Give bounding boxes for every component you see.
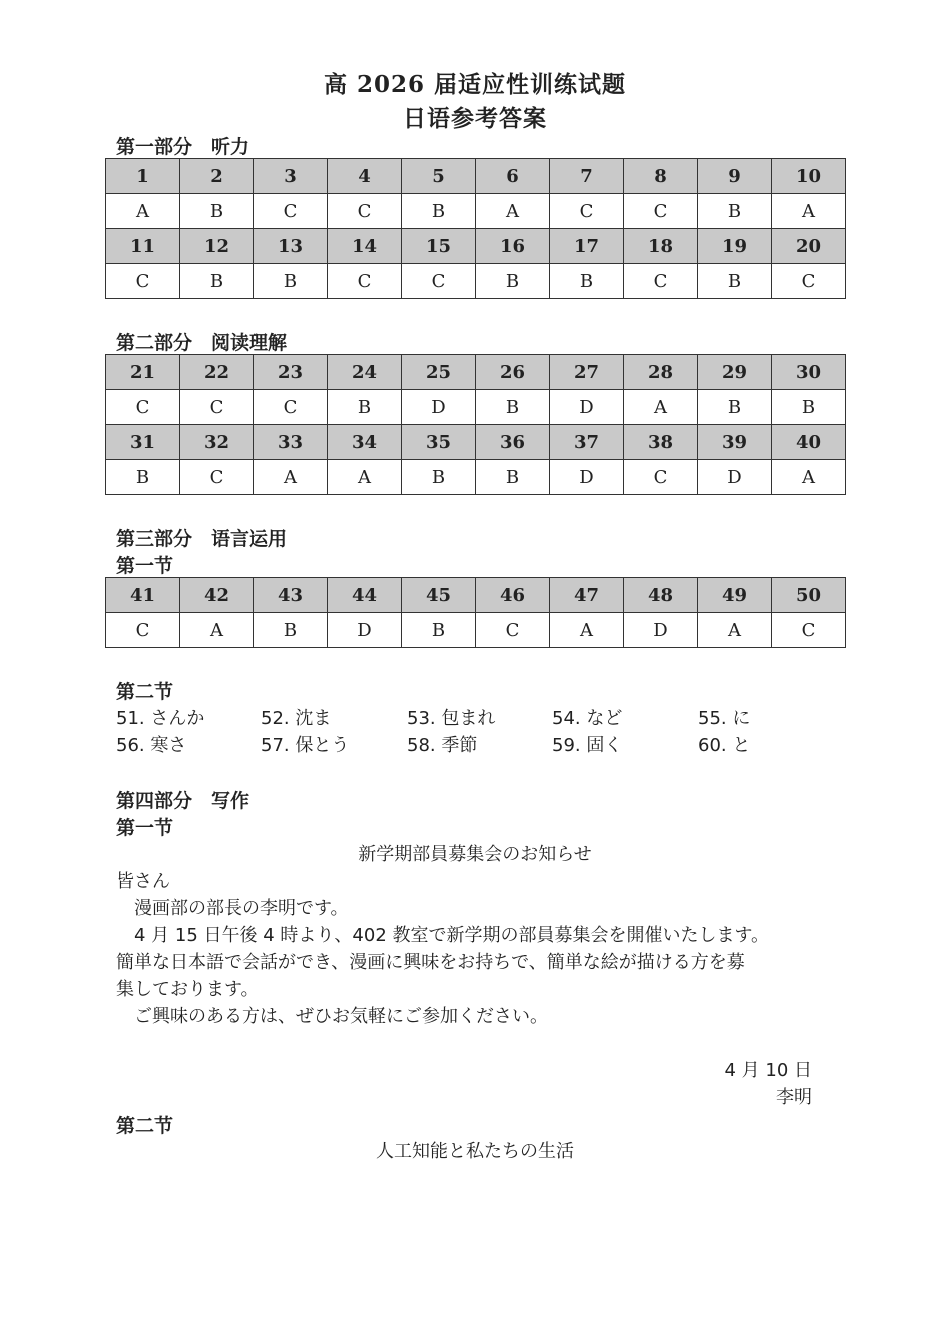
table-row (106, 613, 846, 648)
question-number: 46 (476, 578, 550, 613)
question-number: 39 (698, 425, 772, 460)
question-number: 29 (698, 355, 772, 390)
answer-cell: C (106, 264, 180, 299)
letter-date: 4 月 10 日 (724, 1060, 812, 1081)
answer-cell: C (328, 264, 402, 299)
answer-cell: C (772, 264, 846, 299)
answer-cell: C (624, 460, 698, 495)
question-number: 28 (624, 355, 698, 390)
question-number: 17 (550, 229, 624, 264)
fill-in-answer: 56. 寒さ (116, 735, 187, 756)
question-number: 9 (698, 159, 772, 194)
answer-cell: A (772, 460, 846, 495)
question-number: 5 (402, 159, 476, 194)
question-number: 27 (550, 355, 624, 390)
letter-body-line: 集しております。 (116, 979, 259, 1000)
answer-key-title: 日语参考答案 (403, 105, 547, 132)
question-number: 18 (624, 229, 698, 264)
part1-answer-table (105, 158, 846, 299)
question-number: 43 (254, 578, 328, 613)
answer-cell: B (476, 264, 550, 299)
question-number: 7 (550, 159, 624, 194)
fill-in-answer: 57. 保とう (261, 735, 350, 756)
answer-cell: C (254, 390, 328, 425)
question-number: 25 (402, 355, 476, 390)
answer-cell: B (180, 194, 254, 229)
question-number: 44 (328, 578, 402, 613)
question-number: 42 (180, 578, 254, 613)
answer-cell: C (624, 194, 698, 229)
table-row (106, 390, 846, 425)
answer-cell: A (106, 194, 180, 229)
fill-in-answer: 58. 季節 (407, 735, 478, 756)
answer-cell: B (476, 390, 550, 425)
answer-cell: C (106, 613, 180, 648)
answer-cell: C (772, 613, 846, 648)
question-number: 32 (180, 425, 254, 460)
answer-cell: B (698, 194, 772, 229)
question-number: 8 (624, 159, 698, 194)
part3-heading: 第三部分 语言运用 (116, 528, 288, 550)
answer-cell: B (402, 194, 476, 229)
question-number: 34 (328, 425, 402, 460)
answer-cell: B (328, 390, 402, 425)
letter-signature: 李明 (776, 1087, 812, 1108)
fill-in-answer: 55. に (698, 708, 751, 729)
answer-cell: A (624, 390, 698, 425)
letter-greeting: 皆さん (116, 871, 170, 892)
answer-cell: B (254, 613, 328, 648)
table-row (106, 229, 846, 264)
letter-body-line: 4 月 15 日午後 4 時より、402 教室で新学期の部員募集会を開催いたします。 (116, 925, 770, 946)
question-number: 4 (328, 159, 402, 194)
question-number: 19 (698, 229, 772, 264)
letter-body-line: 漫画部の部長の李明です。 (116, 898, 349, 919)
answer-cell: B (106, 460, 180, 495)
question-number: 23 (254, 355, 328, 390)
answer-cell: B (476, 460, 550, 495)
question-number: 6 (476, 159, 550, 194)
letter-body-line: ご興味のある方は、ぜひお気軽にご参加ください。 (116, 1006, 548, 1027)
question-number: 12 (180, 229, 254, 264)
answer-cell: B (402, 613, 476, 648)
question-number: 36 (476, 425, 550, 460)
answer-cell: B (698, 264, 772, 299)
question-number: 1 (106, 159, 180, 194)
answer-cell: C (624, 264, 698, 299)
answer-cell: C (476, 613, 550, 648)
part2-answer-table (105, 354, 846, 495)
question-number: 50 (772, 578, 846, 613)
answer-cell: B (698, 390, 772, 425)
answer-cell: B (550, 264, 624, 299)
table-row (106, 460, 846, 495)
fill-in-answer: 53. 包まれ (407, 708, 496, 729)
answer-cell: D (550, 390, 624, 425)
answer-cell: B (180, 264, 254, 299)
question-number: 13 (254, 229, 328, 264)
answer-cell: C (180, 460, 254, 495)
table-row (106, 159, 846, 194)
fill-in-answer: 54. など (552, 708, 623, 729)
table-row (106, 194, 846, 229)
fill-in-answer: 60. と (698, 735, 751, 756)
answer-cell: C (106, 390, 180, 425)
question-number: 48 (624, 578, 698, 613)
answer-cell: C (328, 194, 402, 229)
table-row (106, 425, 846, 460)
answer-cell: C (180, 390, 254, 425)
part3-section2-heading: 第二节 (116, 681, 174, 703)
fill-in-answer: 59. 固く (552, 735, 623, 756)
question-number: 38 (624, 425, 698, 460)
question-number: 35 (402, 425, 476, 460)
answer-cell: D (402, 390, 476, 425)
exam-title: 高 2026 届适应性训练试题 (323, 71, 627, 98)
question-number: 22 (180, 355, 254, 390)
answer-cell: C (254, 194, 328, 229)
question-number: 11 (106, 229, 180, 264)
fill-in-answer: 51. さんか (116, 708, 205, 729)
answer-cell: D (624, 613, 698, 648)
table-row (106, 578, 846, 613)
question-number: 20 (772, 229, 846, 264)
answer-cell: A (772, 194, 846, 229)
answer-cell: C (402, 264, 476, 299)
question-number: 16 (476, 229, 550, 264)
answer-cell: A (476, 194, 550, 229)
question-number: 33 (254, 425, 328, 460)
part1-heading: 第一部分 听力 (116, 136, 250, 158)
question-number: 41 (106, 578, 180, 613)
answer-cell: B (402, 460, 476, 495)
answer-cell: B (254, 264, 328, 299)
answer-cell: B (772, 390, 846, 425)
notice-title: 新学期部員募集会のお知らせ (358, 844, 592, 865)
question-number: 14 (328, 229, 402, 264)
question-number: 2 (180, 159, 254, 194)
question-number: 15 (402, 229, 476, 264)
question-number: 49 (698, 578, 772, 613)
part4-section1-heading: 第一节 (116, 817, 174, 839)
table-row (106, 355, 846, 390)
question-number: 21 (106, 355, 180, 390)
answer-cell: D (550, 460, 624, 495)
answer-cell: D (328, 613, 402, 648)
part4-heading: 第四部分 写作 (116, 790, 250, 812)
letter-body-line: 簡単な日本語で会話ができ、漫画に興味をお持ちで、簡単な絵が描ける方を募 (116, 952, 745, 973)
essay-title: 人工知能と私たちの生活 (376, 1141, 574, 1162)
answer-cell: A (698, 613, 772, 648)
table-row (106, 264, 846, 299)
question-number: 26 (476, 355, 550, 390)
question-number: 37 (550, 425, 624, 460)
question-number: 47 (550, 578, 624, 613)
question-number: 30 (772, 355, 846, 390)
answer-cell: A (180, 613, 254, 648)
answer-cell: A (550, 613, 624, 648)
part2-heading: 第二部分 阅读理解 (116, 332, 288, 354)
fill-in-answer: 52. 沈ま (261, 708, 332, 729)
answer-cell: D (698, 460, 772, 495)
question-number: 40 (772, 425, 846, 460)
question-number: 10 (772, 159, 846, 194)
answer-cell: C (550, 194, 624, 229)
part3-section1-heading: 第一节 (116, 555, 174, 577)
answer-cell: A (254, 460, 328, 495)
answer-cell: A (328, 460, 402, 495)
question-number: 3 (254, 159, 328, 194)
part4-section2-heading: 第二节 (116, 1115, 174, 1137)
question-number: 45 (402, 578, 476, 613)
part3-answer-table (105, 577, 846, 648)
question-number: 31 (106, 425, 180, 460)
question-number: 24 (328, 355, 402, 390)
